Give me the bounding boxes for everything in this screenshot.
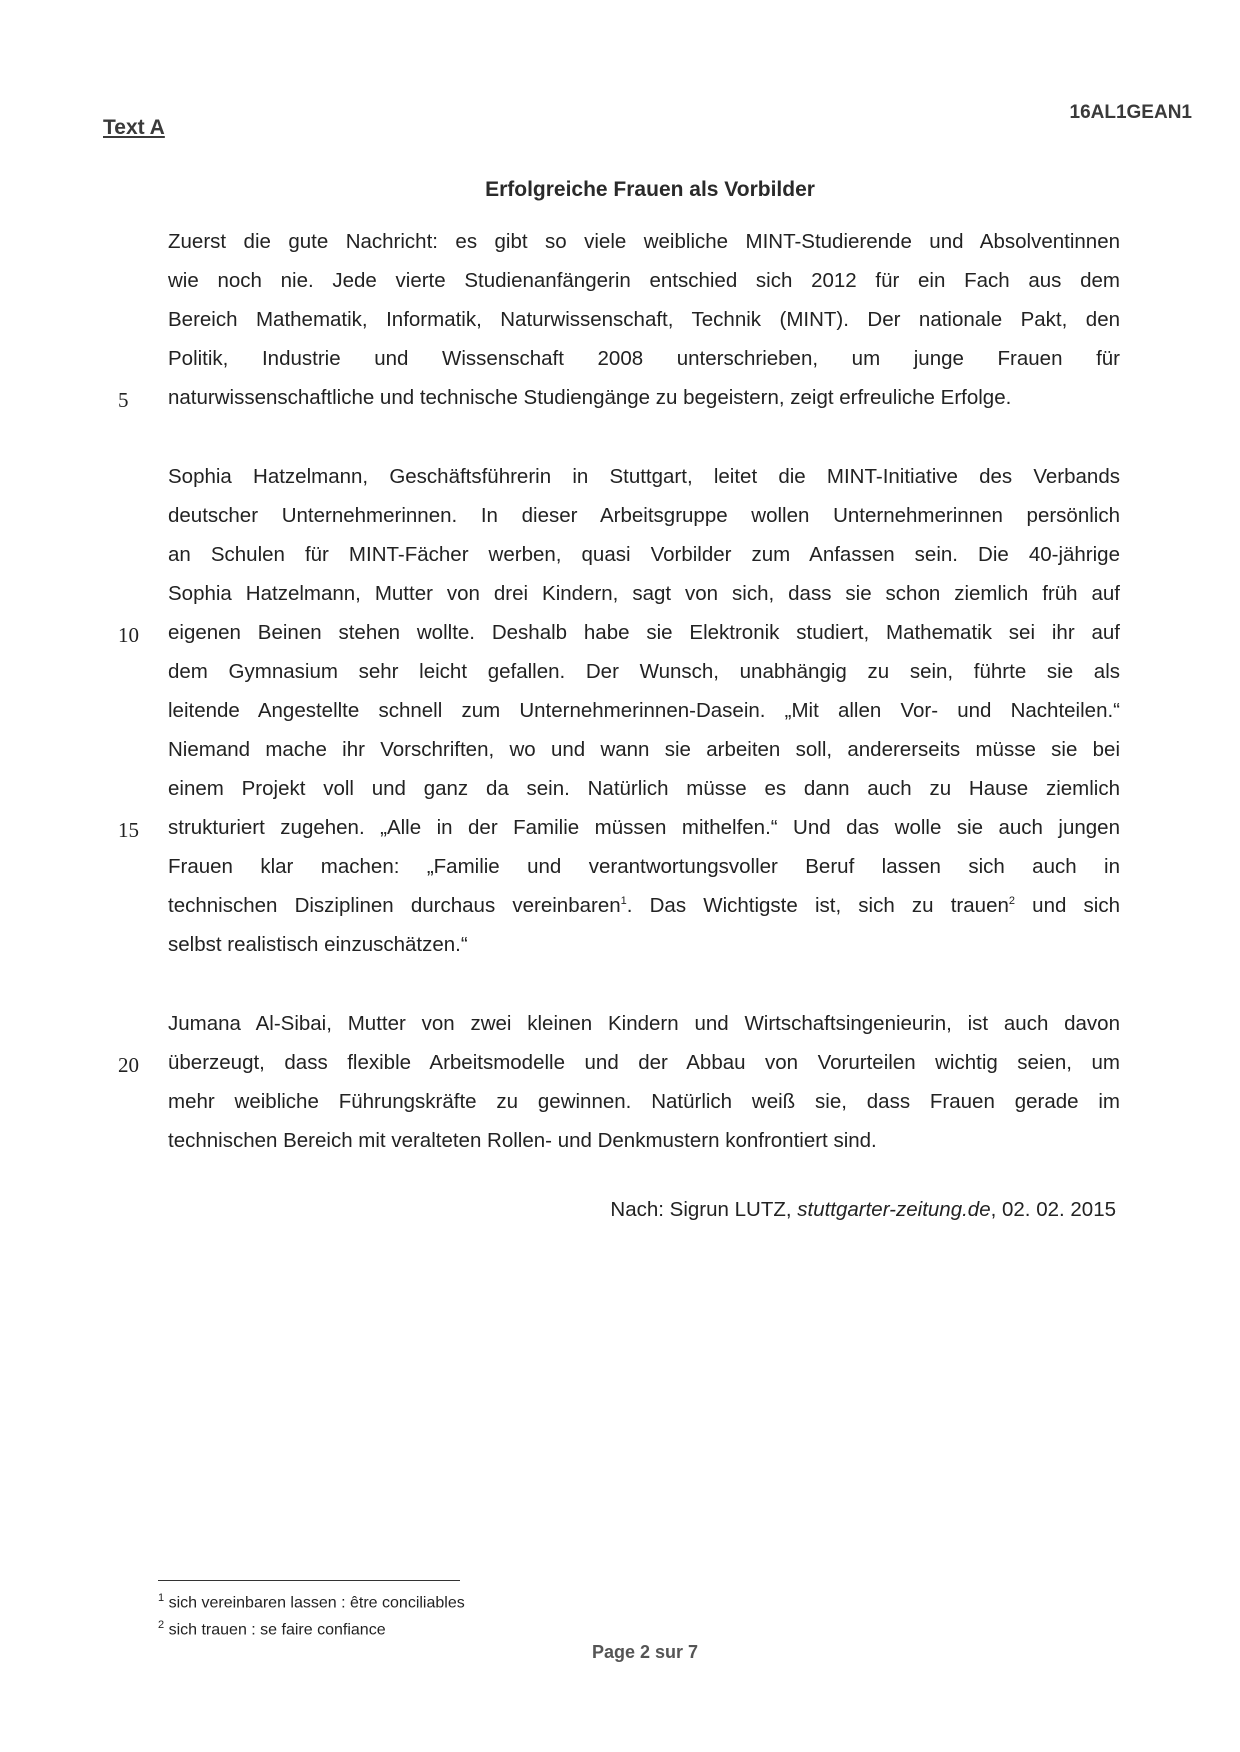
text-line: selbst realistisch einzuschätzen.“ <box>168 933 468 956</box>
footnote-1 <box>158 1592 465 1612</box>
footnote-ref-2: 2 <box>1008 895 1015 908</box>
source-author: Nach: Sigrun LUTZ, <box>610 1198 798 1221</box>
text-line: Sophia Hatzelmann, Geschäftsführerin in Stuttgart, leitet die MINT-Initiative des Verbands <box>168 465 1120 488</box>
text-line: einem Projekt voll und ganz da sein. Natürlich müsse es dann auch zu Hause ziemlich <box>168 777 1120 800</box>
text-line-with-footnotes <box>168 896 1120 917</box>
article-title: Erfolgreiche Frauen als Vorbilder <box>485 178 815 201</box>
source-date: , 02. 02. 2015 <box>990 1198 1116 1221</box>
source-publication: stuttgarter-zeitung.de <box>797 1198 991 1221</box>
text-line: technischen Bereich mit veralteten Rollen- und Denkmustern konfrontiert sind. <box>168 1129 877 1152</box>
text-line: Sophia Hatzelmann, Mutter von drei Kindern, sagt von sich, dass sie schon ziemlich früh auf <box>168 582 1120 605</box>
text-line: dem Gymnasium sehr leicht gefallen. Der Wunsch, unabhängig zu sein, führte sie als <box>168 660 1120 683</box>
line-segment: und sich <box>1015 894 1120 917</box>
footnote-number: 1 <box>158 1592 165 1604</box>
footnote-2 <box>158 1619 386 1639</box>
text-line: Frauen klar machen: „Familie und verantwortungsvoller Beruf lassen sich auch in <box>168 855 1120 878</box>
line-number: 5 <box>118 388 129 412</box>
text-line: an Schulen für MINT-Fächer werben, quasi Vorbilder zum Anfassen sein. Die 40-jährige <box>168 543 1120 566</box>
text-line: naturwissenschaftliche und technische Studiengänge zu begeistern, zeigt erfreuliche Erfolge. <box>168 386 1012 409</box>
page-number: Page 2 sur 7 <box>591 1642 699 1662</box>
text-line: Zuerst die gute Nachricht: es gibt so viele weibliche MINT-Studierende und Absolventinnen <box>168 230 1120 253</box>
text-line: Politik, Industrie und Wissenschaft 2008 unterschrieben, um junge Frauen für <box>168 347 1120 370</box>
line-number: 15 <box>118 818 139 842</box>
text-line: überzeugt, dass flexible Arbeitsmodelle und der Abbau von Vorurteilen wichtig seien, um <box>168 1051 1120 1074</box>
footnote-text: sich trauen : se faire confiance <box>168 1621 386 1639</box>
footnote-number: 2 <box>158 1619 165 1631</box>
text-line: mehr weibliche Führungskräfte zu gewinnen. Natürlich weiß sie, dass Frauen gerade im <box>168 1090 1120 1113</box>
line-number: 20 <box>118 1053 139 1077</box>
text-label: Text A <box>103 116 165 139</box>
footnote-ref-1: 1 <box>620 895 627 908</box>
text-line: Jumana Al-Sibai, Mutter von zwei kleinen Kindern und Wirtschaftsingenieurin, ist auch davon <box>168 1012 1120 1035</box>
exam-code: 16AL1GEAN1 <box>1069 102 1192 123</box>
text-line: strukturiert zugehen. „Alle in der Familie müssen mithelfen.“ Und das wolle sie auch jungen <box>168 816 1120 839</box>
text-line: Bereich Mathematik, Informatik, Naturwissenschaft, Technik (MINT). Der nationale Pakt, den <box>168 308 1120 331</box>
footnote-text: sich vereinbaren lassen : être conciliables <box>168 1594 465 1612</box>
text-line: leitende Angestellte schnell zum Unternehmerinnen-Dasein. „Mit allen Vor- und Nachteilen.“ <box>168 699 1120 722</box>
line-segment: technischen Disziplinen durchaus vereinbaren <box>168 894 621 917</box>
text-line: eigenen Beinen stehen wollte. Deshalb habe sie Elektronik studiert, Mathematik sei ihr auf <box>168 621 1120 644</box>
text-line: wie noch nie. Jede vierte Studienanfängerin entschied sich 2012 für ein Fach aus dem <box>168 269 1120 292</box>
article-source <box>610 1198 1116 1222</box>
line-number: 10 <box>118 623 139 647</box>
line-segment: . Das Wichtigste ist, sich zu trauen <box>626 894 1009 917</box>
text-line: deutscher Unternehmerinnen. In dieser Arbeitsgruppe wollen Unternehmerinnen persönlich <box>168 504 1120 527</box>
footnote-divider <box>158 1580 460 1581</box>
text-line: Niemand mache ihr Vorschriften, wo und wann sie arbeiten soll, andererseits müsse sie bei <box>168 738 1120 761</box>
